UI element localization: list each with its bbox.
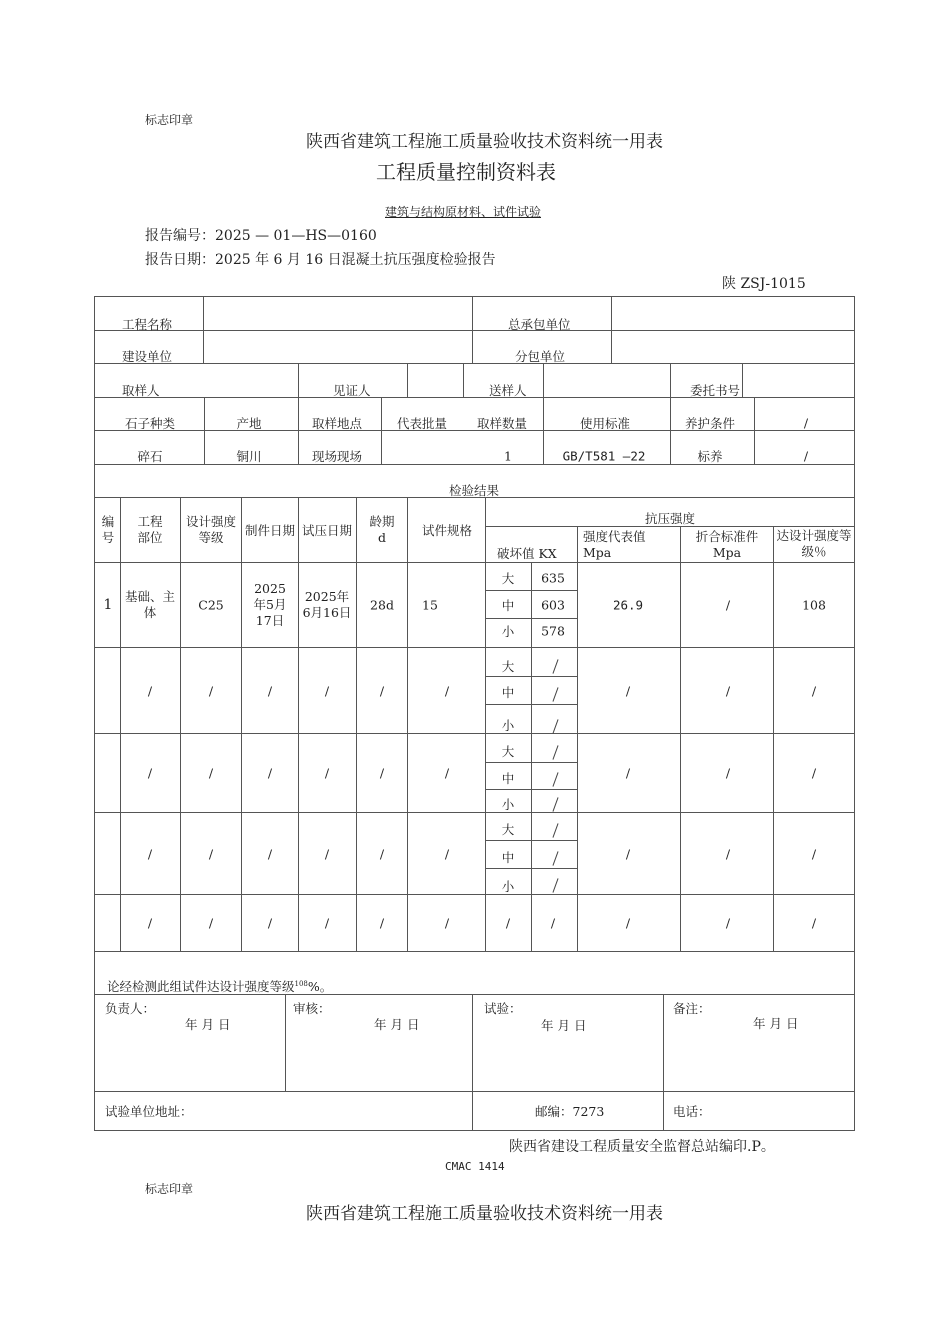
header-part: 工程部位 (137, 514, 163, 545)
row3-rep: / (625, 765, 631, 781)
row3-part: / (147, 765, 153, 781)
row4-pct: / (811, 846, 817, 862)
stamp-label: 标志印章 (145, 113, 194, 127)
row3-small-label: 小 (501, 797, 515, 812)
row4-grade: / (208, 846, 214, 862)
row4-large-label: 大 (501, 822, 515, 837)
sig-manager-label: 负责人： (105, 1001, 156, 1016)
row5-spec: / (444, 915, 450, 931)
conclusion-text: 论经检测此组试件达设计强度等级 (107, 979, 295, 994)
address-label: 试验单位地址： (105, 1104, 193, 1119)
label-stone-type: 石子种类 (124, 416, 176, 431)
row2-part: / (147, 683, 153, 699)
row4-age: / (379, 846, 385, 862)
row5-grade: / (208, 915, 214, 931)
row1-large-value: 635 (541, 570, 565, 586)
row5-break-value: / (550, 915, 556, 931)
sig-remark-date: 年 月 日 (753, 1016, 799, 1031)
row3-std: / (725, 765, 731, 781)
sig-remark-label: 备注： (673, 1001, 711, 1016)
label-commission-no: 委托书号 (690, 383, 741, 398)
row3-age: / (379, 765, 385, 781)
standard-value: GB/T581 —22 (562, 448, 646, 464)
header-no: 编号 (101, 514, 115, 545)
phone-label: 电话： (673, 1104, 711, 1119)
results-title: 检验结果 (448, 483, 500, 498)
label-project-name: 工程名称 (122, 317, 173, 332)
header-spec: 试件规格 (421, 523, 473, 538)
report-number: 报告编号：2025 — 01—HS—0160 (145, 228, 377, 244)
row1-no: 1 (103, 597, 113, 613)
form-title: 工程质量控制资料表 (376, 160, 556, 184)
header-age: 龄期d (369, 514, 395, 545)
label-sampling-place: 取样地点 (311, 416, 363, 431)
row4-mid-label: 中 (501, 850, 515, 865)
row4-rep: / (625, 846, 631, 862)
sig-review-label: 审核： (293, 1001, 331, 1016)
header-std-value: 折合标准件Mpa (695, 529, 759, 560)
sig-tester-date: 年 月 日 (541, 1018, 587, 1033)
conclusion-sup: 108 (294, 979, 308, 988)
row1-spec: 15 (422, 597, 438, 613)
header-test-date: 试压日期 (301, 523, 353, 538)
row3-make-date: / (267, 765, 273, 781)
extra-bottom-value: / (803, 448, 809, 464)
sample-qty-value: 1 (504, 448, 512, 464)
publisher: 陕西省建设工程质量安全监督总站编印.P。 (509, 1139, 775, 1155)
extra-top-value: / (803, 415, 809, 431)
label-origin: 产地 (236, 416, 262, 431)
row2-test-date: / (324, 683, 330, 699)
row5-rep: / (625, 915, 631, 931)
row4-part: / (147, 846, 153, 862)
cmac-code: CMAC 1414 (445, 1160, 505, 1173)
row3-pct: / (811, 765, 817, 781)
row5-std: / (725, 915, 731, 931)
postcode: 邮编：7273 (535, 1104, 605, 1119)
row3-grade: / (208, 765, 214, 781)
row5-part: / (147, 915, 153, 931)
row2-rep: / (625, 683, 631, 699)
row5-pct: / (811, 915, 817, 931)
origin-value: 铜川 (236, 449, 262, 464)
row4-spec: / (444, 846, 450, 862)
row3-spec: / (444, 765, 450, 781)
row2-std: / (725, 683, 731, 699)
row5-make-date: / (267, 915, 273, 931)
row2-small-label: 小 (501, 718, 515, 733)
conclusion (107, 977, 332, 995)
label-general-contractor: 总承包单位 (508, 317, 571, 332)
label-subcontractor: 分包单位 (515, 349, 566, 364)
row1-rep-value: 26.9 (612, 597, 644, 613)
label-construction-unit: 建设单位 (122, 349, 173, 364)
row2-spec: / (444, 683, 450, 699)
conclusion-suffix: %。 (307, 979, 333, 994)
row3-test-date: / (324, 765, 330, 781)
row1-make-date: 2025年5月17日 (253, 581, 287, 628)
category-label: 建筑与结构原材料、试件试验 (385, 205, 542, 219)
row4-make-date: / (267, 846, 273, 862)
row1-test-date: 2025年6月16日 (302, 589, 352, 620)
stamp-label-2: 标志印章 (145, 1182, 194, 1196)
row1-part: 基础、主体 (124, 589, 175, 620)
header-make-date: 制件日期 (244, 523, 296, 538)
row1-small-label: 小 (501, 624, 515, 639)
row2-grade: / (208, 683, 214, 699)
row5-age: / (379, 915, 385, 931)
row4-small-label: 小 (501, 879, 515, 894)
label-batch: 代表批量 (396, 416, 448, 431)
header-strength: 抗压强度 (644, 511, 696, 526)
curing-value: 标养 (697, 449, 723, 464)
row1-large-label: 大 (501, 571, 515, 586)
header-rep-value: 强度代表值Mpa (583, 529, 646, 560)
org-title-2: 陕西省建筑工程施工质量验收技术资料统一用表 (306, 1204, 663, 1224)
row4-test-date: / (324, 846, 330, 862)
row3-large-label: 大 (501, 744, 515, 759)
row2-large-label: 大 (501, 659, 515, 674)
header-break-value: 破坏值 KX (497, 546, 557, 561)
sampling-place-value: 现场现场 (311, 449, 363, 464)
row1-age: 28d (370, 597, 394, 613)
form-code: 陕 ZSJ-1015 (722, 276, 806, 292)
row1-small-value: 578 (541, 623, 565, 639)
sig-review-date: 年 月 日 (374, 1017, 420, 1032)
row3-mid-label: 中 (501, 771, 515, 786)
sig-tester-label: 试验： (484, 1001, 522, 1016)
label-deliverer: 送样人 (489, 383, 527, 398)
row1-grade: C25 (198, 597, 224, 613)
row2-pct: / (811, 683, 817, 699)
label-witness: 见证人 (333, 383, 371, 398)
header-design-grade: 设计强度等级 (185, 514, 236, 545)
row1-mid-label: 中 (501, 598, 515, 613)
header-pct: 达设计强度等级％ (776, 528, 852, 559)
stone-type-value: 碎石 (137, 449, 163, 464)
label-sampler: 取样人 (122, 383, 160, 398)
org-title: 陕西省建筑工程施工质量验收技术资料统一用表 (306, 132, 663, 152)
label-curing: 养护条件 (684, 416, 736, 431)
label-standard: 使用标准 (579, 416, 631, 431)
row5-test-date: / (324, 915, 330, 931)
row1-pct: 108 (802, 597, 826, 613)
sig-manager-date: 年 月 日 (185, 1017, 231, 1032)
row4-std: / (725, 846, 731, 862)
label-sample-qty: 取样数量 (476, 416, 528, 431)
row1-mid-value: 603 (541, 597, 565, 613)
row1-std-value: / (725, 597, 731, 613)
row2-mid-label: 中 (501, 685, 515, 700)
report-date: 报告日期：2025 年 6 月 16 日混凝土抗压强度检验报告 (145, 252, 496, 268)
row2-age: / (379, 683, 385, 699)
row5-break: / (505, 915, 511, 931)
row2-make-date: / (267, 683, 273, 699)
